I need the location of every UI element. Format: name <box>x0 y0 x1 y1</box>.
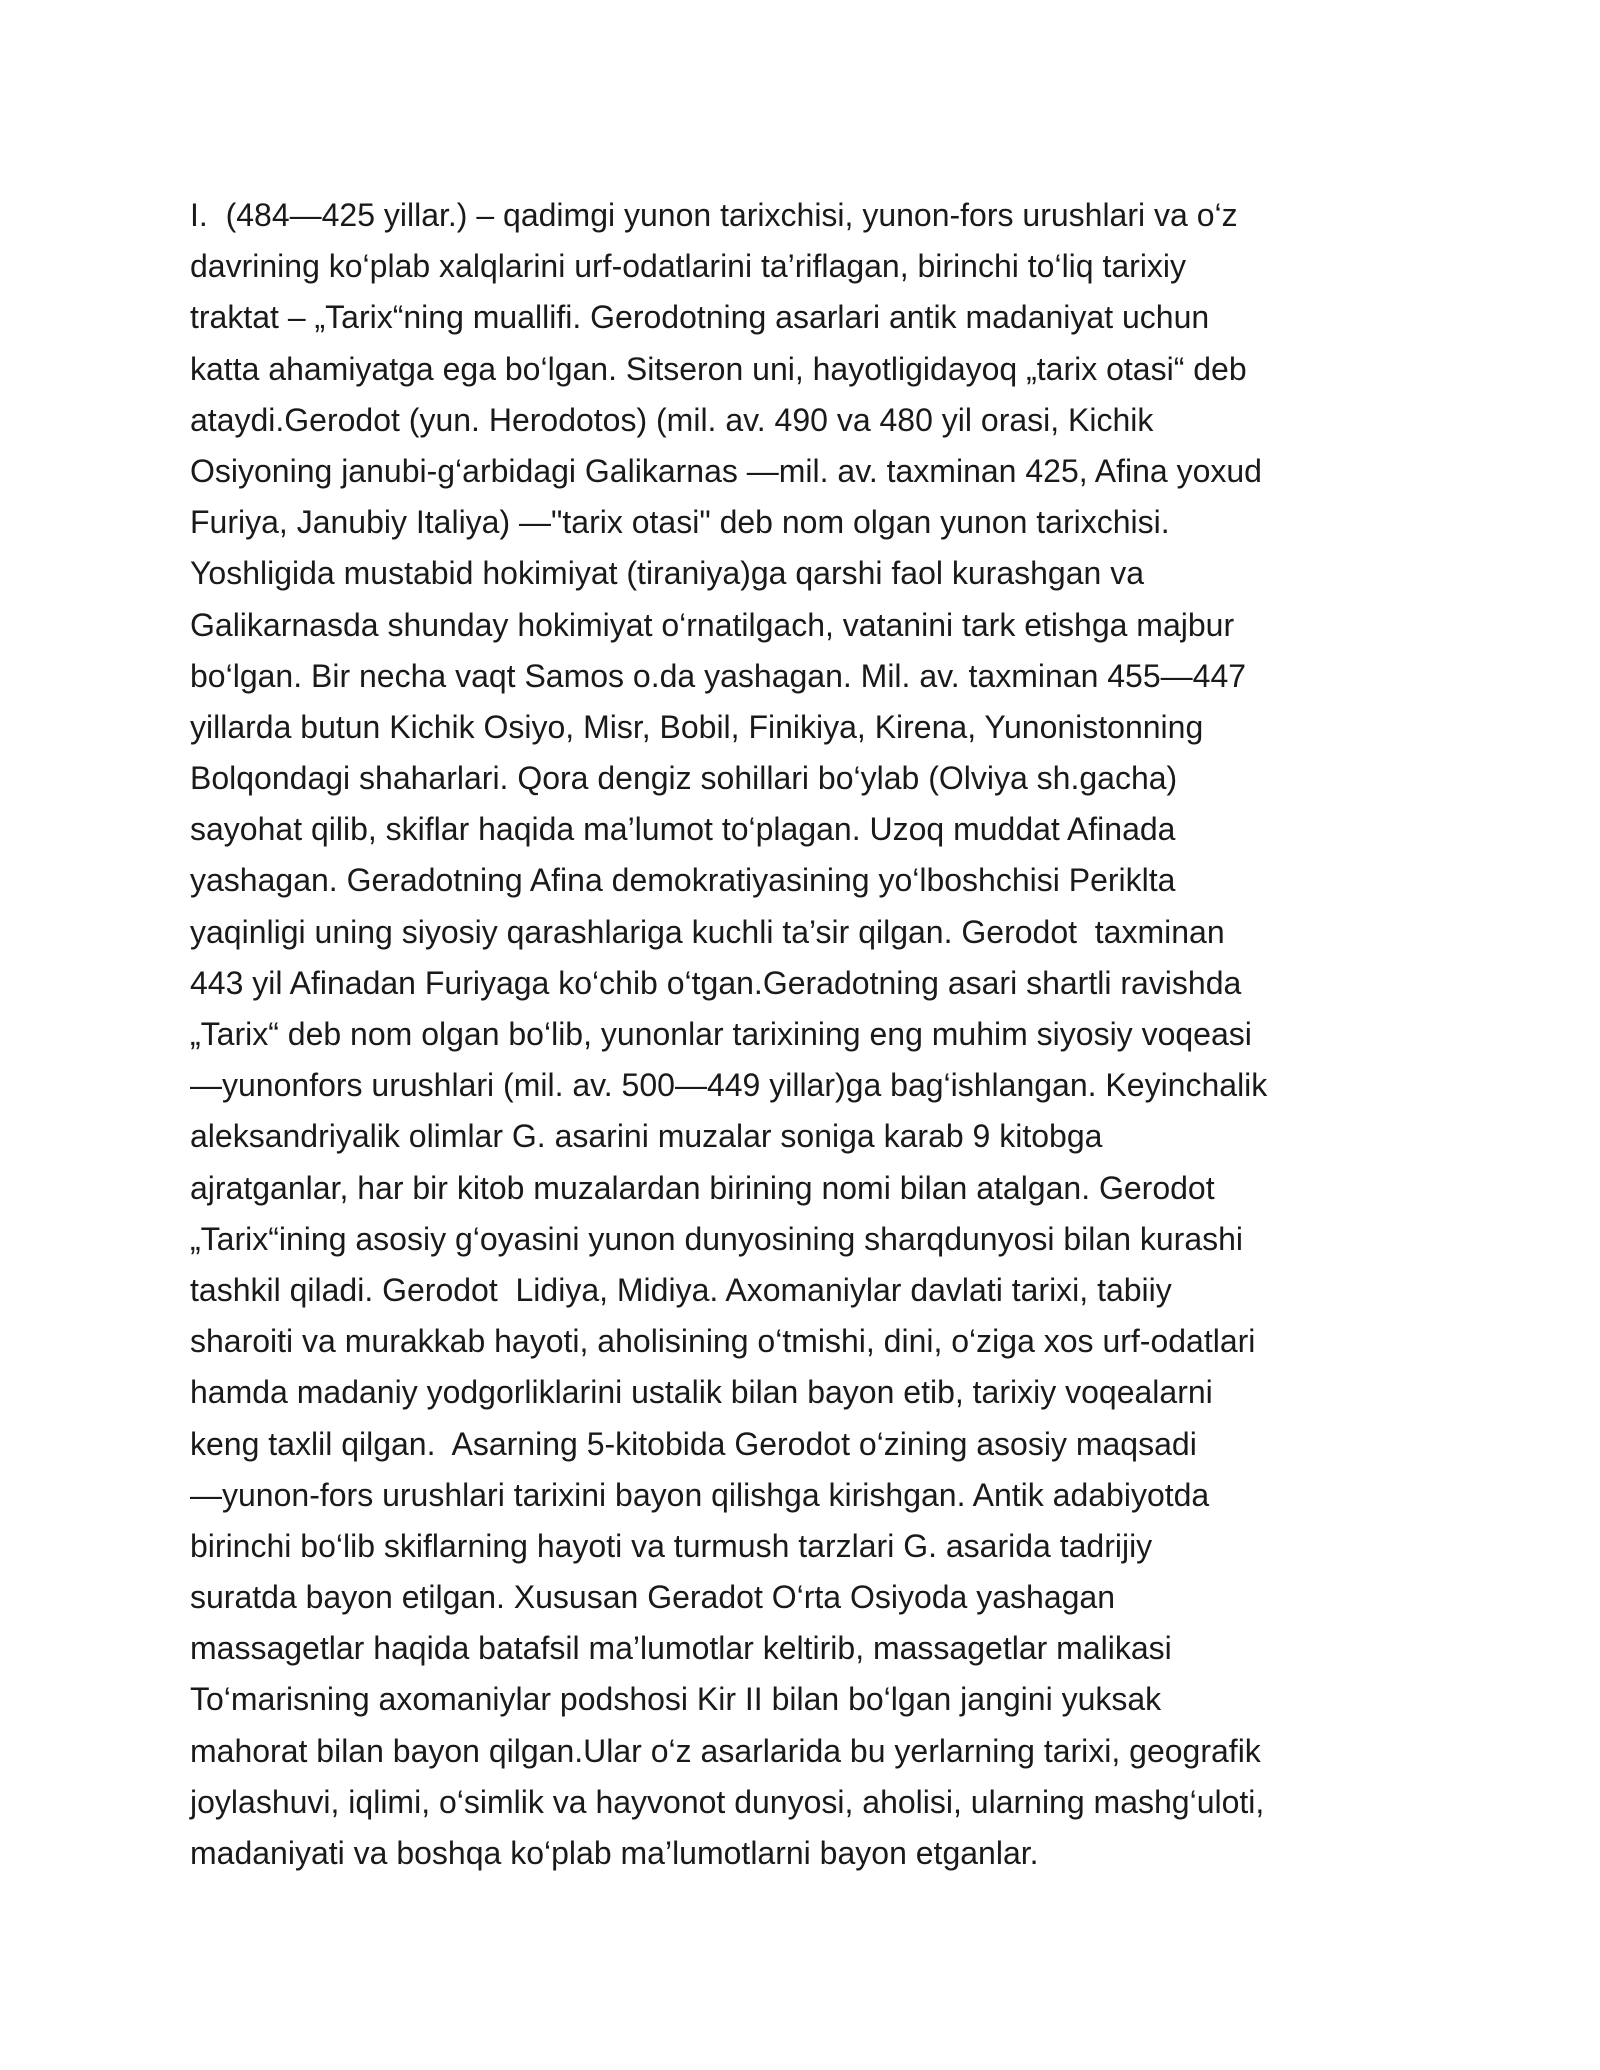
text-line: —yunon-fors urushlari tarixini bayon qilishga kirishgan. Antik adabiyotda <box>190 1476 1210 1513</box>
text-line: yillarda butun Kichik Osiyo, Misr, Bobil, Finikiya, Kirena, Yunonistonning <box>190 708 1204 745</box>
text-line: sayohat qilib, skiflar haqida ma’lumot to‘plagan. Uzoq muddat Afinada <box>190 811 1176 848</box>
text-line: ataydi.Gerodot (yun. Herodotos) (mil. av. 490 va 480 yil orasi, Kichik <box>190 401 1154 438</box>
text-line: madaniyati va boshqa ko‘plab ma’lumotlarni bayon etganlar. <box>190 1835 1039 1871</box>
text-line: Osiyoning janubi-g‘arbidagi Galikarnas —mil. av. taxminan 425, Afina yoxud <box>190 452 1262 489</box>
text-line: ajratganlar, har bir kitob muzalardan birining nomi bilan atalgan. Gerodot <box>190 1169 1215 1206</box>
text-line: I. (484—425 yillar.) – qadimgi yunon tarixchisi, yunon-fors urushlari va o‘z <box>190 197 1238 233</box>
text-line: hamda madaniy yodgorliklarini ustalik bilan bayon etib, tarixiy voqealarni <box>190 1374 1213 1411</box>
text-line: Galikarnasda shunday hokimiyat o‘rnatilgach, vatanini tark etishga majbur <box>190 606 1235 643</box>
text-line: yashagan. Geradotning Afina demokratiyasining yo‘lboshchisi Periklta <box>190 862 1176 899</box>
text-line: joylashuvi, iqlimi, o‘simlik va hayvonot dunyosi, aholisi, ularning mashg‘uloti, <box>190 1783 1265 1820</box>
text-line: —yunonfors urushlari (mil. av. 500—449 yillar)ga bag‘ishlangan. Keyinchalik <box>190 1067 1268 1104</box>
text-line: aleksandriyalik olimlar G. asarini muzalar soniga karab 9 kitobga <box>190 1118 1103 1155</box>
text-line: „Tarix“ining asosiy g‘oyasini yunon dunyosining sharqdunyosi bilan kurashi <box>190 1220 1244 1257</box>
text-line: katta ahamiyatga ega bo‘lgan. Sitseron uni, hayotligidayoq „tarix otasi“ deb <box>190 350 1247 387</box>
text-line: 443 yil Afinadan Furiyaga ko‘chib o‘tgan.Geradotning asari shartli ravishda <box>190 964 1242 1001</box>
text-line: davrining ko‘plab xalqlarini urf-odatlarini ta’riflagan, birinchi to‘liq tarixiy <box>190 248 1187 285</box>
text-line: sharoiti va murakkab hayoti, aholisining o‘tmishi, dini, o‘ziga xos urf-odatlari <box>190 1323 1256 1360</box>
text-line: To‘marisning axomaniylar podshosi Kir II bilan bo‘lgan jangini yuksak <box>190 1681 1162 1718</box>
text-line: Furiya, Janubiy Italiya) —"tarix otasi" deb nom olgan yunon tarixchisi. <box>190 504 1170 541</box>
text-line: tashkil qiladi. Gerodot Lidiya, Midiya. Axomaniylar davlati tarixi, tabiiy <box>190 1271 1172 1308</box>
text-line: bo‘lgan. Bir necha vaqt Samos o.da yashagan. Mil. av. taxminan 455—447 <box>190 657 1247 694</box>
text-line: Bolqondagi shaharlari. Qora dengiz sohillari bo‘ylab (Olviya sh.gacha) <box>190 760 1178 797</box>
body-text <box>190 190 1430 1879</box>
text-line: mahorat bilan bayon qilgan.Ular o‘z asarlarida bu yerlarning tarixi, geografik <box>190 1732 1261 1769</box>
text-line: „Tarix“ deb nom olgan bo‘lib, yunonlar tarixining eng muhim siyosiy voqeasi <box>190 1016 1252 1052</box>
text-line: birinchi bo‘lib skiflarning hayoti va turmush tarzlari G. asarida tadrijiy <box>190 1527 1153 1564</box>
text-line: traktat – „Tarix“ning muallifi. Gerodotning asarlari antik madaniyat uchun <box>190 299 1210 336</box>
text-line: massagetlar haqida batafsil ma’lumotlar keltirib, massagetlar malikasi <box>190 1630 1172 1667</box>
text-line: suratda bayon etilgan. Xususan Geradot O‘rta Osiyoda yashagan <box>190 1579 1116 1616</box>
text-line: keng taxlil qilgan. Asarning 5-kitobida Gerodot o‘zining asosiy maqsadi <box>190 1425 1197 1462</box>
text-line: yaqinligi uning siyosiy qarashlariga kuchli ta’sir qilgan. Gerodot taxminan <box>190 913 1225 950</box>
text-line: Yoshligida mustabid hokimiyat (tiraniya)ga qarshi faol kurashgan va <box>190 555 1144 592</box>
